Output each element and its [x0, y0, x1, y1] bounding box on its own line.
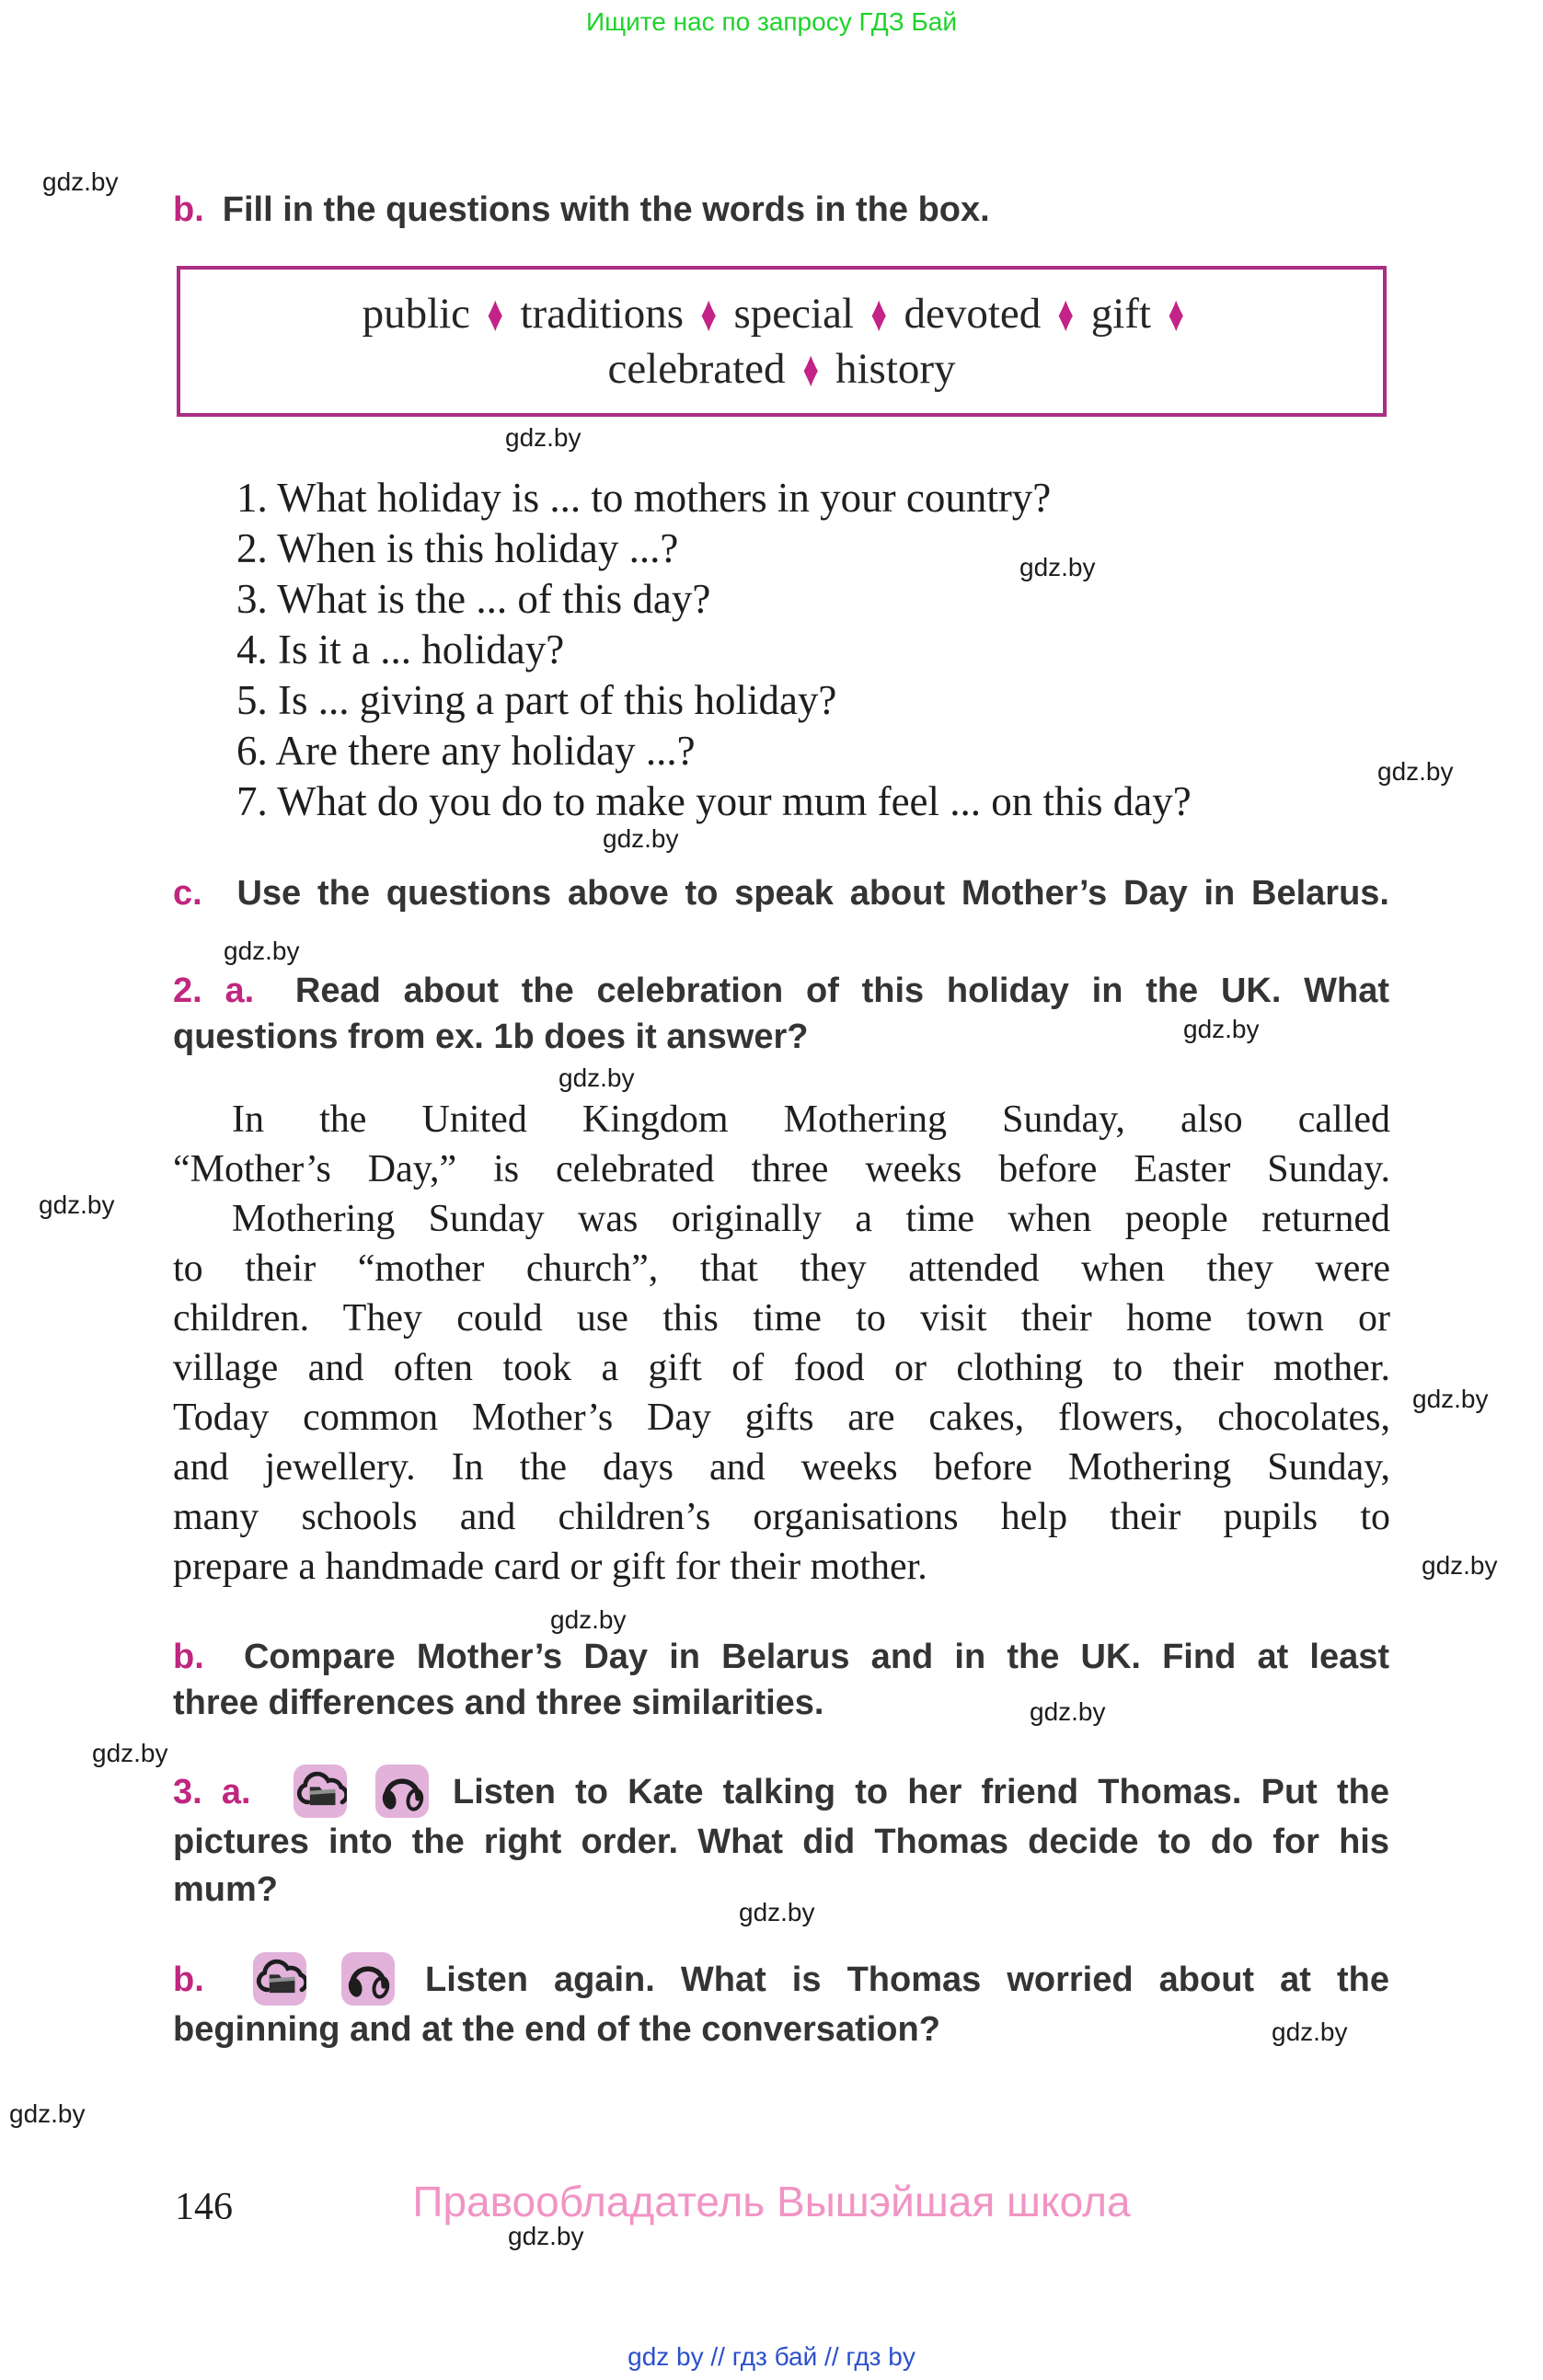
publisher-line: Правообладатель Вышэйшая школа: [412, 2178, 1131, 2225]
exercise-3b-line-1: b. Listen again. What is Thomas worried about at the: [173, 1952, 1389, 2006]
gdz-watermark: gdz.by: [550, 1605, 627, 1634]
question-item: 1. What holiday is ... to mothers in your country?: [236, 475, 1052, 521]
reading-line: many schools and children’s organisations help their pupils to: [173, 1496, 1390, 1538]
word: special: [733, 290, 854, 338]
word: celebrated: [607, 345, 786, 393]
diamond-separator-icon: ♦: [802, 340, 819, 398]
page-number: 146: [175, 2186, 233, 2228]
footer-links: gdz by // гдз бай // гдз by: [628, 2342, 915, 2371]
exercise-1b-title: Fill in the questions with the words in the box.: [222, 190, 990, 229]
gdz-watermark: gdz.by: [1377, 757, 1454, 786]
word-box: [177, 266, 1387, 417]
gdz-watermark: gdz.by: [1030, 1697, 1106, 1726]
gdz-watermark: gdz.by: [505, 423, 582, 452]
gdz-watermark: gdz.by: [1412, 1385, 1489, 1413]
gdz-watermark: gdz.by: [1272, 2018, 1348, 2046]
gdz-watermark: gdz.by: [42, 167, 119, 196]
question-item: 5. Is ... giving a part of this holiday?: [236, 677, 837, 723]
exercise-3a-line-1: 3. a. Listen to Kate talking to her friend Thomas. Put the: [173, 1765, 1389, 1818]
gdz-watermark: gdz.by: [1422, 1551, 1498, 1580]
exercise-2a-heading: [173, 968, 1389, 1060]
question-item: 6. Are there any holiday ...?: [236, 728, 696, 774]
diamond-separator-icon: ♦: [1057, 285, 1075, 343]
gdz-watermark: gdz.by: [603, 824, 679, 853]
word-box-line-1: [362, 285, 1202, 343]
gdz-watermark: gdz.by: [1019, 553, 1096, 581]
exercise-1b-heading: [173, 187, 1389, 233]
exercise-3b-line-2: beginning and at the end of the conversation?: [173, 2010, 940, 2049]
gdz-watermark: gdz.by: [92, 1739, 168, 1767]
exercise-3b-heading: [173, 1952, 1389, 2053]
question-item: 7. What do you do to make your mum feel ... on this day?: [236, 778, 1192, 824]
exercise-2a-line-1: 2. a. Read about the celebration of this holiday in the UK. What: [173, 972, 1390, 1010]
question-item: 2. When is this holiday ...?: [236, 525, 679, 571]
reading-line: prepare a handmade card or gift for their mother.: [173, 1546, 927, 1588]
diamond-separator-icon: ♦: [870, 285, 887, 343]
reading-line: In the United Kingdom Mothering Sunday, also called: [232, 1098, 1390, 1141]
reading-text: [173, 1095, 1390, 1592]
exercise-3a-line-2: pictures into the right order. What did Thomas decide to do for his: [173, 1822, 1389, 1861]
audio-recording-icon: [253, 1952, 306, 2006]
exercise-2b-label: b.: [173, 1638, 204, 1676]
reading-line: Mothering Sunday was originally a time when people returned: [232, 1198, 1390, 1240]
exercise-2a-number: 2. a.: [173, 972, 255, 1010]
gdz-watermark: gdz.by: [739, 1898, 815, 1926]
word-box-line-2: [607, 340, 956, 398]
question-item: 4. Is it a ... holiday?: [236, 627, 565, 673]
word: devoted: [904, 290, 1042, 338]
word: public: [362, 290, 471, 338]
word: history: [835, 345, 956, 393]
exercise-2b-line-2: three differences and three similarities.: [173, 1684, 824, 1722]
diamond-separator-icon: ♦: [1168, 285, 1184, 343]
headphones-icon: [375, 1765, 429, 1818]
diamond-separator-icon: ♦: [487, 285, 504, 343]
exercise-3a-number: 3. a.: [173, 1773, 251, 1811]
gdz-watermark: gdz.by: [9, 2099, 86, 2128]
audio-recording-icon: [294, 1765, 347, 1818]
word: traditions: [520, 290, 685, 338]
headphones-icon: [341, 1952, 395, 2006]
exercise-2a-line-2: questions from ex. 1b does it answer?: [173, 1018, 809, 1056]
question-list: [236, 473, 1396, 827]
exercise-3a-heading: [173, 1765, 1389, 1914]
gdz-watermark: gdz.by: [1183, 1015, 1260, 1043]
exercise-1c-label: c.: [173, 874, 202, 913]
reading-line: and jewellery. In the days and weeks before Mothering Sunday,: [173, 1446, 1390, 1489]
reading-line: to their “mother church”, that they attended when they were: [173, 1247, 1390, 1290]
word: gift: [1090, 290, 1151, 338]
gdz-watermark: gdz.by: [508, 2222, 584, 2250]
reading-line: Today common Mother’s Day gifts are cakes, flowers, chocolates,: [173, 1397, 1390, 1439]
reading-line: children. They could use this time to visit their home town or: [173, 1297, 1390, 1339]
promo-banner: Ищите нас по запросу ГДЗ Бай: [585, 7, 958, 36]
exercise-2b-heading: [173, 1634, 1389, 1726]
exercise-1c-heading: [173, 870, 1389, 916]
reading-line: “Mother’s Day,” is celebrated three weeks before Easter Sunday.: [173, 1148, 1390, 1190]
exercise-1c-title: Use the questions above to speak about Mother’s Day in Belarus.: [236, 874, 1389, 913]
exercise-3b-label: b.: [173, 1960, 204, 1999]
gdz-watermark: gdz.by: [558, 1064, 635, 1092]
diamond-separator-icon: ♦: [700, 285, 718, 343]
exercise-2b-line-1: b. Compare Mother’s Day in Belarus and in the UK. Find at least: [173, 1638, 1390, 1676]
question-item: 3. What is the ... of this day?: [236, 576, 711, 622]
exercise-3a-line-3: mum?: [173, 1870, 278, 1909]
reading-line: village and often took a gift of food or clothing to their mother.: [173, 1347, 1390, 1389]
gdz-watermark: gdz.by: [224, 937, 300, 965]
gdz-watermark: gdz.by: [39, 1190, 115, 1219]
exercise-1b-label: b.: [173, 190, 204, 229]
